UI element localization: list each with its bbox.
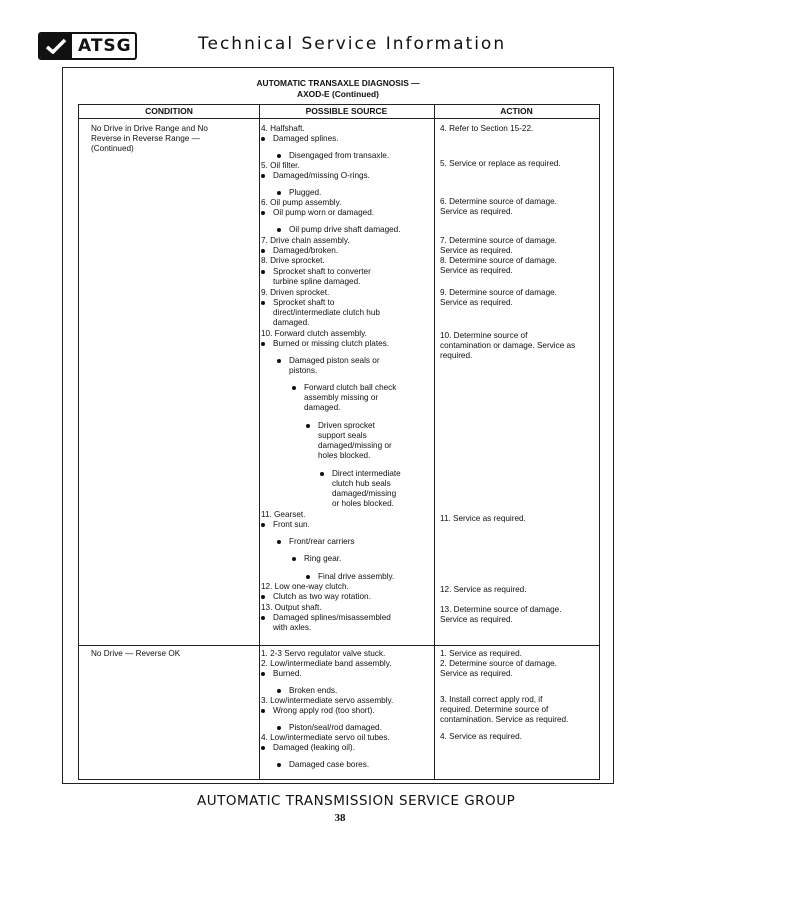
table-title: AUTOMATIC TRANSAXLE DIAGNOSIS —: [256, 78, 420, 88]
source-bullet: Damaged/missing O-rings.: [273, 171, 370, 180]
source-text: clutch hub seals: [332, 479, 391, 488]
condition-text: (Continued): [91, 144, 134, 153]
condition-text: No Drive in Drive Range and No: [91, 124, 208, 133]
action-text: Service as required.: [440, 298, 513, 307]
column-divider: [259, 105, 260, 779]
source-item: 2. Low/intermediate band assembly.: [261, 659, 392, 668]
source-bullet: Front/rear carriers: [289, 537, 355, 546]
action-text: 4. Service as required.: [440, 732, 522, 741]
action-text: 5. Service or replace as required.: [440, 159, 561, 168]
atsg-logo: [38, 32, 137, 60]
source-item: 10. Forward clutch assembly.: [261, 329, 367, 338]
action-text: 7. Determine source of damage.: [440, 236, 557, 245]
source-bullet: Final drive assembly.: [318, 572, 395, 581]
source-bullet: Oil pump drive shaft damaged.: [289, 225, 401, 234]
source-bullet: Driven sprocket: [318, 421, 375, 430]
page-header-title: Technical Service Information: [198, 34, 507, 54]
action-text: Service as required.: [440, 669, 513, 678]
col-header-condition: CONDITION: [79, 105, 259, 119]
action-text: required.: [440, 351, 473, 360]
source-item: 4. Halfshaft.: [261, 124, 305, 133]
action-text: required. Determine source of: [440, 705, 549, 714]
source-item: 5. Oil filter.: [261, 161, 300, 170]
source-text: damaged.: [304, 403, 341, 412]
source-bullet: Damaged/broken.: [273, 246, 339, 255]
source-bullet: Ring gear.: [304, 554, 342, 563]
action-text: 1. Service as required.: [440, 649, 522, 658]
source-text: holes blocked.: [318, 451, 371, 460]
source-bullet: Damaged piston seals or: [289, 356, 380, 365]
logo-text: ATSG: [78, 36, 132, 56]
page-number: 38: [334, 812, 346, 824]
col-header-source: POSSIBLE SOURCE: [259, 105, 434, 119]
action-text: Service as required.: [440, 207, 513, 216]
action-text: 10. Determine source of: [440, 331, 528, 340]
action-text: contamination. Service as required.: [440, 715, 569, 724]
action-text: 9. Determine source of damage.: [440, 288, 557, 297]
source-item: 7. Drive chain assembly.: [261, 236, 350, 245]
action-text: Service as required.: [440, 615, 513, 624]
action-text: 12. Service as required.: [440, 585, 527, 594]
action-text: 11. Service as required.: [440, 514, 526, 523]
source-item: 13. Output shaft.: [261, 603, 322, 612]
action-text: Service as required.: [440, 246, 513, 255]
source-bullet: Sprocket shaft to converter: [273, 267, 371, 276]
condition-text: Reverse in Reverse Range —: [91, 134, 200, 143]
source-text: with axles.: [273, 623, 312, 632]
source-item: 9. Driven sprocket.: [261, 288, 330, 297]
source-bullet: Piston/seal/rod damaged.: [289, 723, 382, 732]
source-bullet: Disengaged from transaxle.: [289, 151, 390, 160]
source-item: 8. Drive sprocket.: [261, 256, 325, 265]
source-bullet: Broken ends.: [289, 686, 338, 695]
source-bullet: Wrong apply rod (too short).: [273, 706, 375, 715]
check-icon: [40, 34, 72, 58]
source-text: damaged/missing or: [318, 441, 392, 450]
source-item: 1. 2-3 Servo regulator valve stuck.: [261, 649, 386, 658]
source-text: assembly missing or: [304, 393, 379, 402]
source-bullet: Burned or missing clutch plates.: [273, 339, 390, 348]
source-text: support seals: [318, 431, 367, 440]
source-bullet: Clutch as two way rotation.: [273, 592, 371, 601]
source-item: 6. Oil pump assembly.: [261, 198, 342, 207]
source-text: turbine spline damaged.: [273, 277, 361, 286]
source-item: 4. Low/intermediate servo oil tubes.: [261, 733, 390, 742]
source-bullet: Plugged.: [289, 188, 322, 197]
source-text: direct/intermediate clutch hub: [273, 308, 380, 317]
table-subtitle: AXOD-E (Continued): [297, 89, 379, 99]
action-text: 13. Determine source of damage.: [440, 605, 562, 614]
action-text: 2. Determine source of damage.: [440, 659, 557, 668]
condition-text: No Drive — Reverse OK: [91, 649, 181, 658]
source-bullet: Direct intermediate: [332, 469, 401, 478]
action-text: contamination or damage. Service as: [440, 341, 576, 350]
source-text: damaged.: [273, 318, 310, 327]
source-item: 12. Low one-way clutch.: [261, 582, 349, 591]
source-bullet: Burned.: [273, 669, 302, 678]
action-text: 8. Determine source of damage.: [440, 256, 557, 265]
source-bullet: Forward clutch ball check: [304, 383, 397, 392]
action-text: 6. Determine source of damage.: [440, 197, 557, 206]
column-divider: [434, 105, 435, 779]
source-bullet: Front sun.: [273, 520, 310, 529]
footer-org: AUTOMATIC TRANSMISSION SERVICE GROUP: [197, 793, 516, 809]
source-bullet: Damaged splines/misassembled: [273, 613, 391, 622]
source-bullet: Damaged (leaking oil).: [273, 743, 355, 752]
source-text: damaged/missing: [332, 489, 397, 498]
source-bullet: Oil pump worn or damaged.: [273, 208, 375, 217]
row-divider: [79, 645, 599, 646]
col-header-action: ACTION: [434, 105, 599, 119]
source-text: pistons.: [289, 366, 318, 375]
source-item: 11. Gearset.: [261, 510, 306, 519]
source-bullet: Damaged case bores.: [289, 760, 370, 769]
content-frame: [62, 67, 614, 784]
action-text: 3. Install correct apply rod, if: [440, 695, 543, 704]
source-bullet: Sprocket shaft to: [273, 298, 335, 307]
action-text: 4. Refer to Section 15-22.: [440, 124, 534, 133]
source-item: 3. Low/intermediate servo assembly.: [261, 696, 394, 705]
source-text: or holes blocked.: [332, 499, 394, 508]
diagnosis-table: [78, 104, 600, 780]
action-text: Service as required.: [440, 266, 513, 275]
source-bullet: Damaged splines.: [273, 134, 339, 143]
